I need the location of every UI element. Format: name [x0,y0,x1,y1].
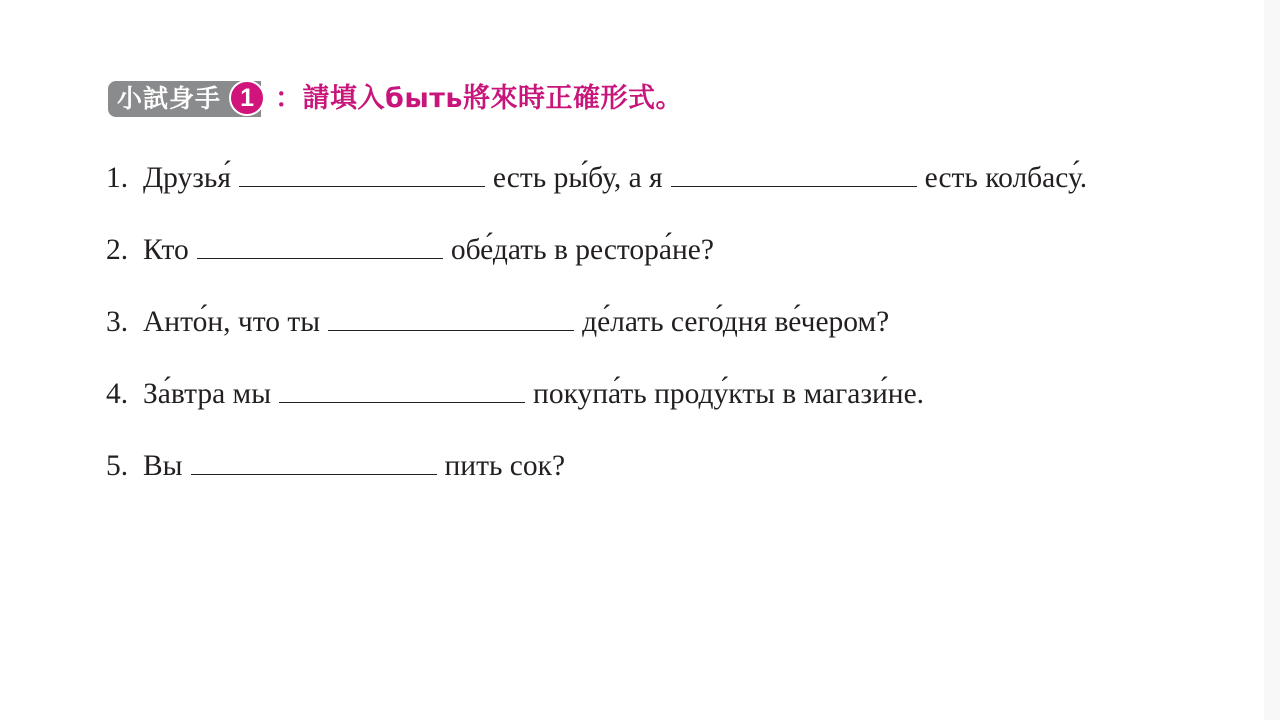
exercise-item-number: 3. [106,306,129,338]
section-tag-label: 小試身手 [117,84,222,113]
exercise-item [106,376,924,412]
exercise-item-number: 2. [106,234,129,266]
exercise-text: Анто́н, что ты [143,306,321,338]
exercise-item [106,304,889,340]
exercise-text: покупа́ть проду́кты в магази́не. [533,378,925,410]
exercise-text: обе́дать в рестора́не? [450,234,714,266]
exercise-item [106,232,714,268]
exercise-instruction: ：請填入быть將來時正確形式。 [275,83,684,114]
exercise-text: Друзья́ [143,162,231,194]
exercise-item-number: 4. [106,378,129,410]
exercise-text: Кто [143,234,189,266]
exercise-text: пить сок? [444,450,566,482]
exercise-text: Вы [143,450,183,482]
exercise-text: есть колбасу́. [924,162,1088,194]
exercise-item [106,160,1087,196]
exercise-number-badge: 1 [229,80,265,116]
exercise-text: есть ры́бу, а я [492,162,663,194]
answer-blank[interactable] [197,232,443,259]
exercise-text: За́втра мы [143,378,272,410]
exercise-item [106,448,565,484]
answer-blank[interactable] [279,376,525,403]
answer-blank[interactable] [671,160,917,187]
exercise-item-number: 1. [106,162,129,194]
page-edge [1264,0,1280,720]
exercise-text: де́лать сего́дня ве́чером? [582,306,890,338]
exercise-item-number: 5. [106,450,129,482]
answer-blank[interactable] [239,160,485,187]
answer-blank[interactable] [191,448,437,475]
answer-blank[interactable] [328,304,574,331]
exercise-header [108,80,683,118]
section-tag [108,81,261,117]
